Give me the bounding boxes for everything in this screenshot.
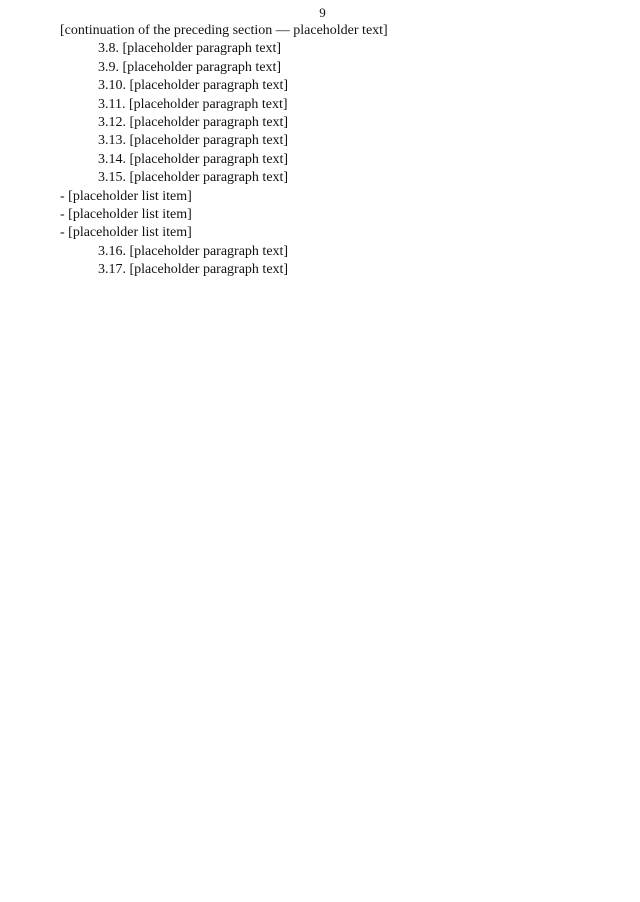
- paragraph: 3.16. [placeholder paragraph text]: [98, 243, 289, 259]
- paragraph: - [placeholder list item]: [60, 225, 192, 241]
- paragraph: 3.9. [placeholder paragraph text]: [98, 59, 282, 75]
- paragraph: - [placeholder list item]: [60, 188, 192, 204]
- paragraph: 3.12. [placeholder paragraph text]: [98, 115, 289, 131]
- paragraph: 3.13. [placeholder paragraph text]: [98, 133, 289, 149]
- paragraph: - [placeholder list item]: [60, 207, 192, 223]
- paragraph: 3.15. [placeholder paragraph text]: [98, 170, 289, 186]
- paragraph: 3.14. [placeholder paragraph text]: [98, 151, 289, 167]
- document-body: [60, 22, 585, 280]
- page-number: 9: [319, 5, 326, 20]
- paragraph: 3.10. [placeholder paragraph text]: [98, 78, 289, 94]
- document-page: [60, 0, 585, 280]
- paragraph: [continuation of the preceding section — placeholder text]: [60, 23, 388, 38]
- paragraph: 3.11. [placeholder paragraph text]: [98, 96, 288, 112]
- paragraph: 3.8. [placeholder paragraph text]: [98, 41, 282, 57]
- paragraph: 3.17. [placeholder paragraph text]: [98, 262, 289, 278]
